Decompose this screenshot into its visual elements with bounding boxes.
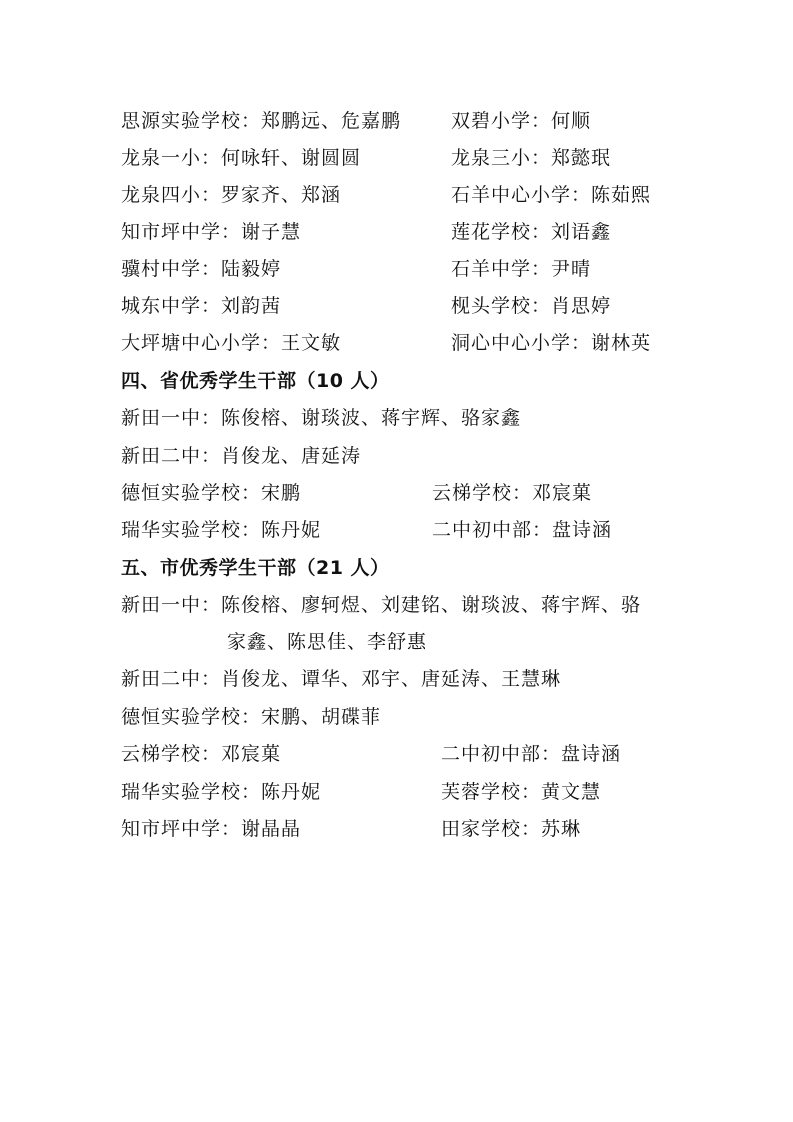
award-entry: 石羊中学：尹晴 xyxy=(451,258,592,280)
award-entry: 石羊中心小学：陈茹熙 xyxy=(451,184,652,206)
award-entry: 龙泉三小：郑懿珉 xyxy=(451,147,612,169)
award-entry: 枧头学校：肖思婷 xyxy=(451,295,612,317)
award-entry: 龙泉四小：罗家齐、郑涵 xyxy=(121,184,342,206)
list-row xyxy=(121,294,612,318)
list-item: 新田一中：陈俊榕、谢琰波、蒋宇辉、骆家鑫 xyxy=(121,407,522,429)
award-entry: 二中初中部：盘诗涵 xyxy=(441,743,622,765)
list-item: 德恒实验学校：宋鹏、胡碟菲 xyxy=(121,706,382,728)
award-entry: 云梯学校：邓宸菓 xyxy=(432,482,593,504)
award-entry: 云梯学校：邓宸菓 xyxy=(121,743,282,765)
list-row xyxy=(121,220,612,244)
list-row xyxy=(121,817,582,841)
list-row xyxy=(121,109,592,133)
award-entry: 思源实验学校：郑鹏远、危嘉鹏 xyxy=(121,110,402,132)
award-entry: 芙蓉学校：黄文慧 xyxy=(441,781,602,803)
award-entry: 瑞华实验学校：陈丹妮 xyxy=(121,781,322,803)
award-entry: 洞心中心小学：谢林英 xyxy=(451,332,652,354)
award-entry: 双碧小学：何顺 xyxy=(451,110,592,132)
award-entry: 知市坪中学：谢子慧 xyxy=(121,221,302,243)
list-row xyxy=(121,183,652,207)
list-row xyxy=(121,257,592,281)
award-entry: 瑞华实验学校：陈丹妮 xyxy=(121,519,322,541)
list-row xyxy=(121,742,622,766)
section-heading: 四、省优秀学生干部（10 人） xyxy=(121,370,390,392)
list-row xyxy=(121,331,652,355)
award-entry: 龙泉一小：何咏轩、谢圆圆 xyxy=(121,147,362,169)
award-entry: 德恒实验学校：宋鹏 xyxy=(121,482,302,504)
list-item: 新田一中：陈俊榕、廖轲煜、刘建铭、谢琰波、蒋宇辉、骆 xyxy=(121,594,642,616)
list-row xyxy=(121,481,593,505)
list-row xyxy=(121,518,613,542)
list-item: 新田二中：肖俊龙、唐延涛 xyxy=(121,445,362,467)
list-row xyxy=(121,146,612,170)
award-entry: 知市坪中学：谢晶晶 xyxy=(121,818,302,840)
award-entry: 二中初中部：盘诗涵 xyxy=(432,519,613,541)
award-entry: 城东中学：刘韵茜 xyxy=(121,295,282,317)
award-entry: 莲花学校：刘语鑫 xyxy=(451,221,612,243)
list-item-continuation: 家鑫、陈思佳、李舒惠 xyxy=(227,631,428,653)
section-heading: 五、市优秀学生干部（21 人） xyxy=(121,557,390,579)
award-entry: 田家学校：苏琳 xyxy=(441,818,582,840)
award-entry: 骥村中学：陆毅婷 xyxy=(121,258,282,280)
award-entry: 大坪塘中心小学：王文敏 xyxy=(121,332,342,354)
list-item: 新田二中：肖俊龙、谭华、邓宇、唐延涛、王慧琳 xyxy=(121,668,562,690)
list-row xyxy=(121,780,602,804)
